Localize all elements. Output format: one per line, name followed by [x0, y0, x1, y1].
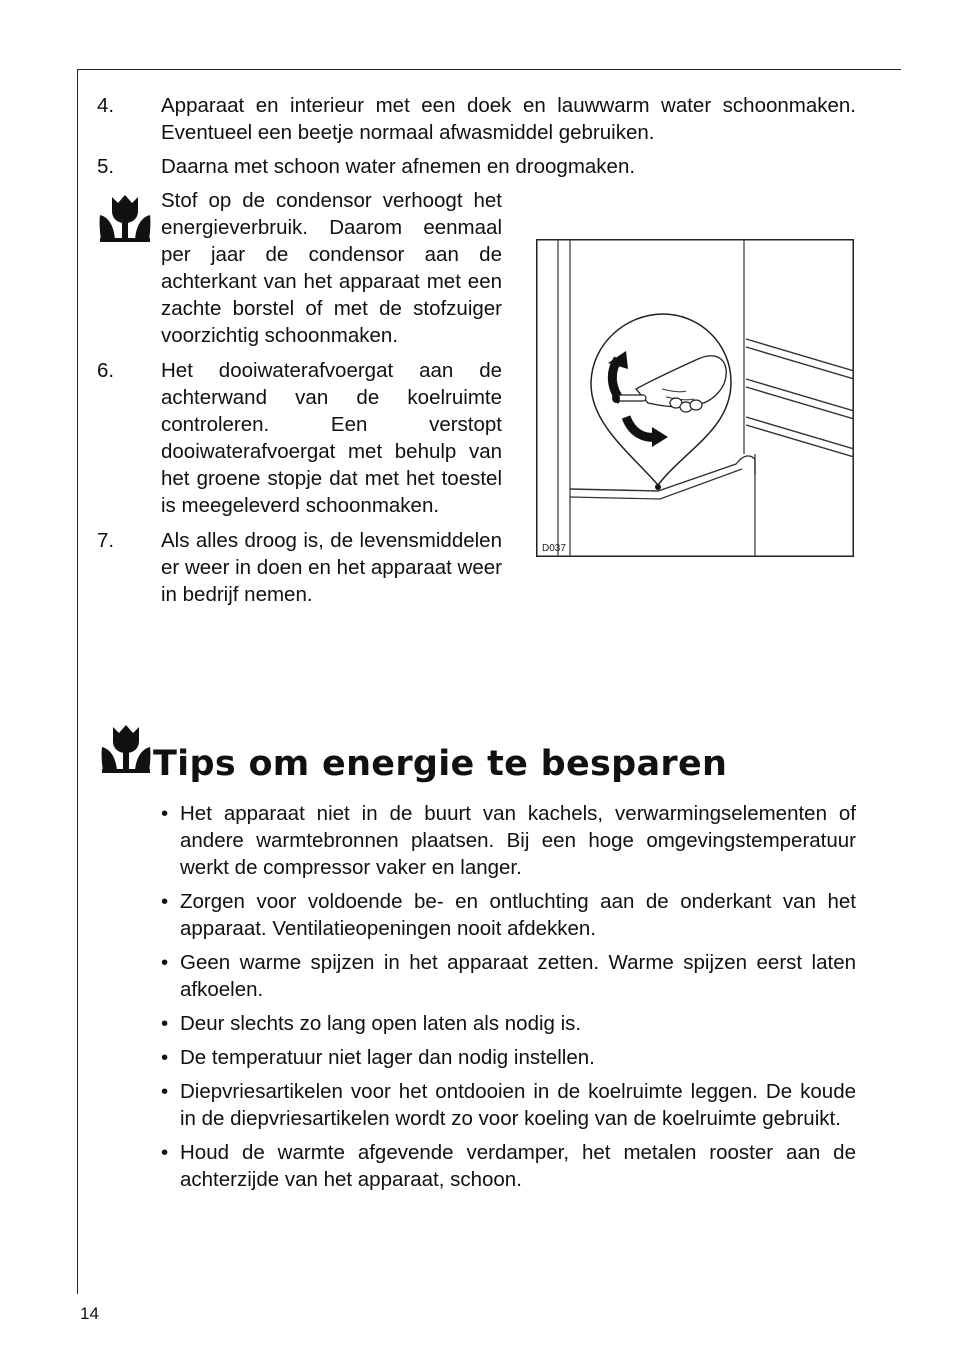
eco-tulip-icon [101, 723, 151, 775]
bullet-dot: • [161, 1046, 169, 1069]
tip-text: Houd de warmte afgevende verdamper, het metalen rooster aan de achterzijde van het apparaat, schoon. [180, 1141, 856, 1191]
top-rule [77, 69, 901, 70]
step-number: 6. [97, 359, 115, 382]
bullet-dot: • [161, 890, 169, 913]
left-rule [77, 69, 78, 1294]
step-text: Het dooiwaterafvoergat aan de achterwand van de koelruimte controleren. Een verstopt dooiwaterafvoergat met behulp van het groene stopje dat met het toestel is meegeleverd schoonmaken. [161, 359, 502, 517]
tip-text: Zorgen voor voldoende be- en ontluchting aan de onderkant van het apparaat. Ventilatieopeningen nooit afdekken. [180, 890, 856, 940]
section-heading: Tips om energie te besparen [153, 744, 728, 784]
tip-text: Geen warme spijzen in het apparaat zetten. Warme spijzen eerst laten afkoelen. [180, 951, 856, 1001]
bullet-dot: • [161, 1012, 169, 1035]
step-number: 5. [97, 155, 115, 178]
tip-text: Diepvriesartikelen voor het ontdooien in de koelruimte leggen. De koude in de diepvriesartikelen wordt zo voor koeling van de koelruimte gebruikt. [180, 1080, 856, 1130]
step-text: Daarna met schoon water afnemen en droogmaken. [161, 155, 636, 178]
bullet-dot: • [161, 802, 169, 825]
tip-item [161, 1044, 856, 1071]
step-number: 7. [97, 529, 115, 552]
page-number: 14 [80, 1304, 99, 1323]
tip-text: Het apparaat niet in de buurt van kachels, verwarmingselementen of andere warmtebronnen plaatsen. Bij een hoge omgevingstemperatuur werkt de compressor vaker en langer. [180, 802, 856, 879]
tip-item [161, 949, 856, 1003]
tip-item [161, 1010, 856, 1037]
eco-note: Stof op de condensor verhoogt het energieverbruik. Daarom eenmaal per jaar de condensor aan de achterkant van het apparaat met een zachte borstel of met de stofzuiger voorzichtig schoonmaken. [161, 189, 502, 347]
step-number: 4. [97, 94, 115, 117]
bullet-dot: • [161, 1080, 169, 1103]
tip-item [161, 888, 856, 942]
step-text: Apparaat en interieur met een doek en lauwwarm water schoonmaken. Eventueel een beetje normaal afwasmiddel gebruiken. [161, 94, 856, 144]
figure-label: D037 [542, 543, 566, 554]
tip-item [161, 1078, 856, 1132]
tip-item [161, 800, 856, 881]
tip-text: De temperatuur niet lager dan nodig instellen. [180, 1046, 595, 1069]
drain-hole-illustration [536, 239, 854, 557]
bullet-dot: • [161, 1141, 169, 1164]
bullet-dot: • [161, 951, 169, 974]
tip-text: Deur slechts zo lang open laten als nodig is. [180, 1012, 582, 1035]
step-text: Als alles droog is, de levensmiddelen er weer in doen en het apparaat weer in bedrijf nemen. [161, 529, 502, 606]
tip-item [161, 1139, 856, 1193]
eco-tulip-icon [98, 193, 152, 243]
